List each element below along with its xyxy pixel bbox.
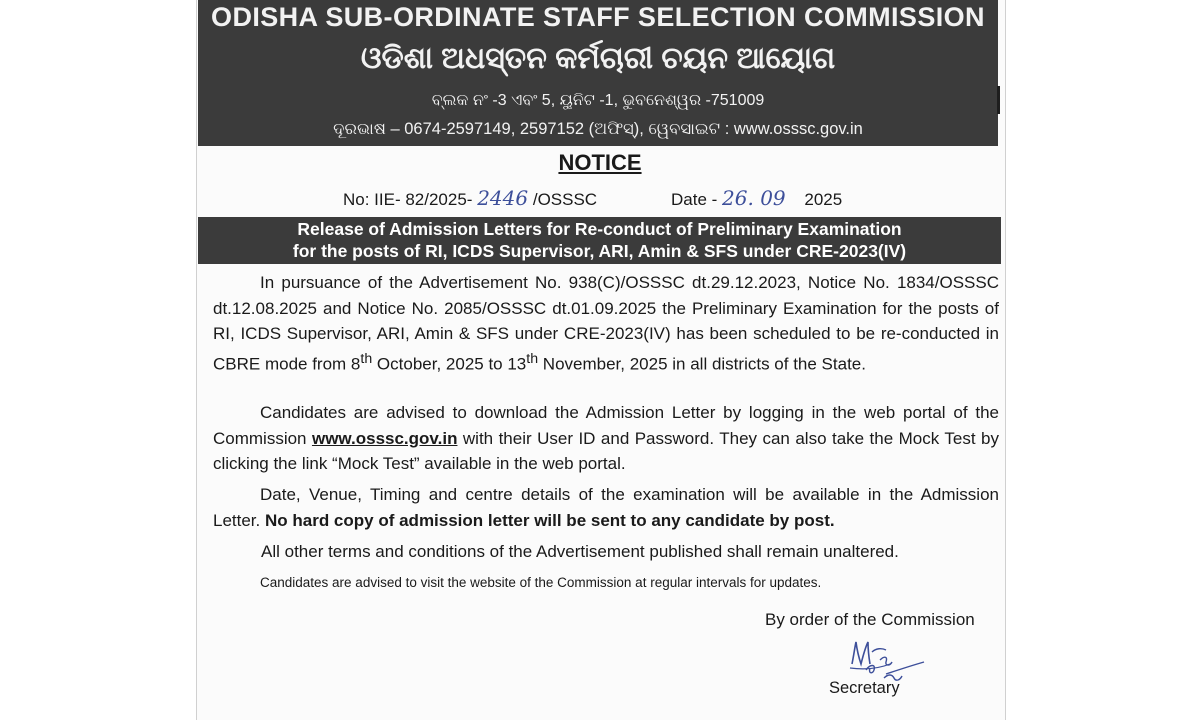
para2-text-b: with their User ID and Password. They can also take the Mock Test by clicking the link “Mock Test” available in the web portal. (213, 428, 999, 473)
paragraph-updates: Candidates are advised to visit the website of the Commission at regular intervals for updates. (260, 575, 822, 590)
website-link[interactable]: www.osssc.gov.in (311, 428, 458, 448)
commission-address: ବ୍ଲକ ନଂ -3 ଏବଂ 5, ୟୁନିଟ -1, ଭୁବନେଶ୍ୱର -751009 (431, 92, 765, 109)
para1-text-b: October, 2025 to 13 (372, 354, 527, 374)
commission-contact: ଦୂରଭାଷ – 0674-2597149, 2597152 (ଅଫିସ୍), ୱେବସାଇଟ : www.osssc.gov.in (333, 120, 863, 138)
letterhead (198, 0, 998, 146)
para1-text-a: In pursuance of the Advertisement No. 938(C)/OSSSC dt.29.12.2023, Notice No. 1834/OSSSC dt.12.08.2025 and Notice No. 2085/OSSSC dt.01.09.2025 the Preliminary Examination for the posts of RI, ICDS Supervisor, ARI, Amin & SFS under CRE-2023(IV) has been scheduled to be re-conducted in CBRE mode from 8 (213, 273, 999, 374)
paragraph-terms: All other terms and conditions of the Advertisement published shall remain unaltered. (261, 542, 899, 561)
notice-number-prefix: No: IIE- 82/2025- (343, 190, 473, 209)
para2-text-a: Candidates are advised to download the Admission Letter by logging in the web portal of the Commission (213, 403, 999, 448)
notice-heading: NOTICE (558, 150, 642, 175)
notice-number-handwritten: 2446 (477, 186, 529, 210)
commission-name: ODISHA SUB-ORDINATE STAFF SELECTION COMMISSION (211, 2, 985, 32)
para1-sup-2: th (526, 350, 539, 367)
notice-date-year: 2025 (804, 190, 843, 209)
para3-text-a: Date, Venue, Timing and centre details of the examination will be available in the Admission Letter. (213, 485, 999, 530)
commission-name-odia: ଓଡିଶା ଅଧସ୍ତନ କର୍ମଚାରୀ ଚୟନ ଆୟୋଗ (360, 42, 836, 75)
notice-number (343, 186, 597, 210)
paragraph-download (213, 400, 999, 477)
by-order-line: By order of the Commission (765, 610, 975, 629)
para3-bold-text: No hard copy of admission letter will be sent to any candidate by post. (264, 510, 835, 530)
para1-text-c: November, 2025 in all districts of the State. (538, 354, 866, 374)
signatory-title: Secretary (829, 679, 900, 697)
paragraph-schedule (213, 270, 999, 377)
paragraph-details (213, 482, 999, 533)
subject-line-2: for the posts of RI, ICDS Supervisor, ARI, Amin & SFS under CRE-2023(IV) (292, 241, 907, 261)
notice-number-suffix: /OSSSC (532, 190, 598, 209)
para1-sup-1: th (360, 350, 373, 367)
subject-banner (198, 217, 1001, 264)
notice-date-handwritten: 26. 09 (722, 186, 786, 210)
notice-date-label: Date - (671, 190, 718, 209)
subject-line-1: Release of Admission Letters for Re-conduct of Preliminary Examination (297, 219, 902, 239)
notice-date (671, 186, 842, 210)
